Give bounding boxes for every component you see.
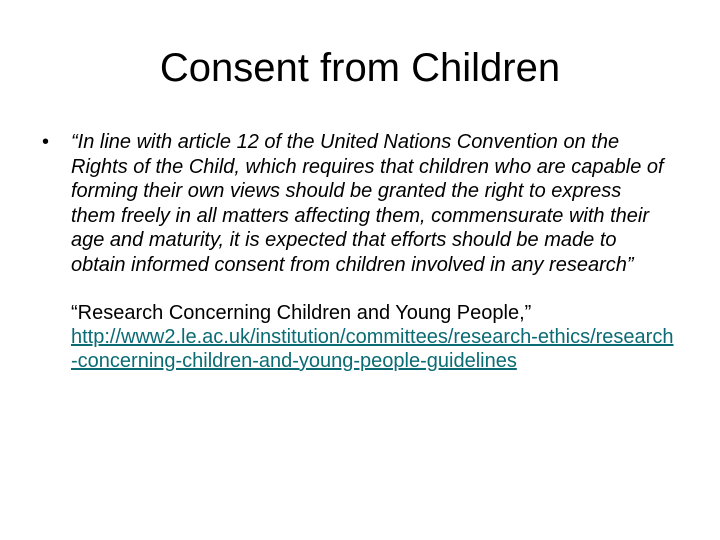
bullet-item (36, 130, 676, 277)
slide-body (36, 130, 676, 373)
citation-title: “Research Concerning Children and Young People,” (71, 302, 532, 324)
slide-title: Consent from Children (159, 46, 561, 90)
citation (71, 301, 676, 373)
citation-link[interactable]: http://www2.le.ac.uk/institution/committees/research-ethics/research-concerning-children-and-young-people-guidelines (71, 326, 674, 372)
bullet-icon: • (42, 131, 50, 153)
quote-text: “In line with article 12 of the United Nations Convention on the Rights of the Child, which requires that children who are capable of forming their own views should be granted the right to express them freely in all matters affecting them, commensurate with their age and maturity, it is expected that efforts should be made to obtain informed consent from children involved in any research” (71, 131, 664, 276)
